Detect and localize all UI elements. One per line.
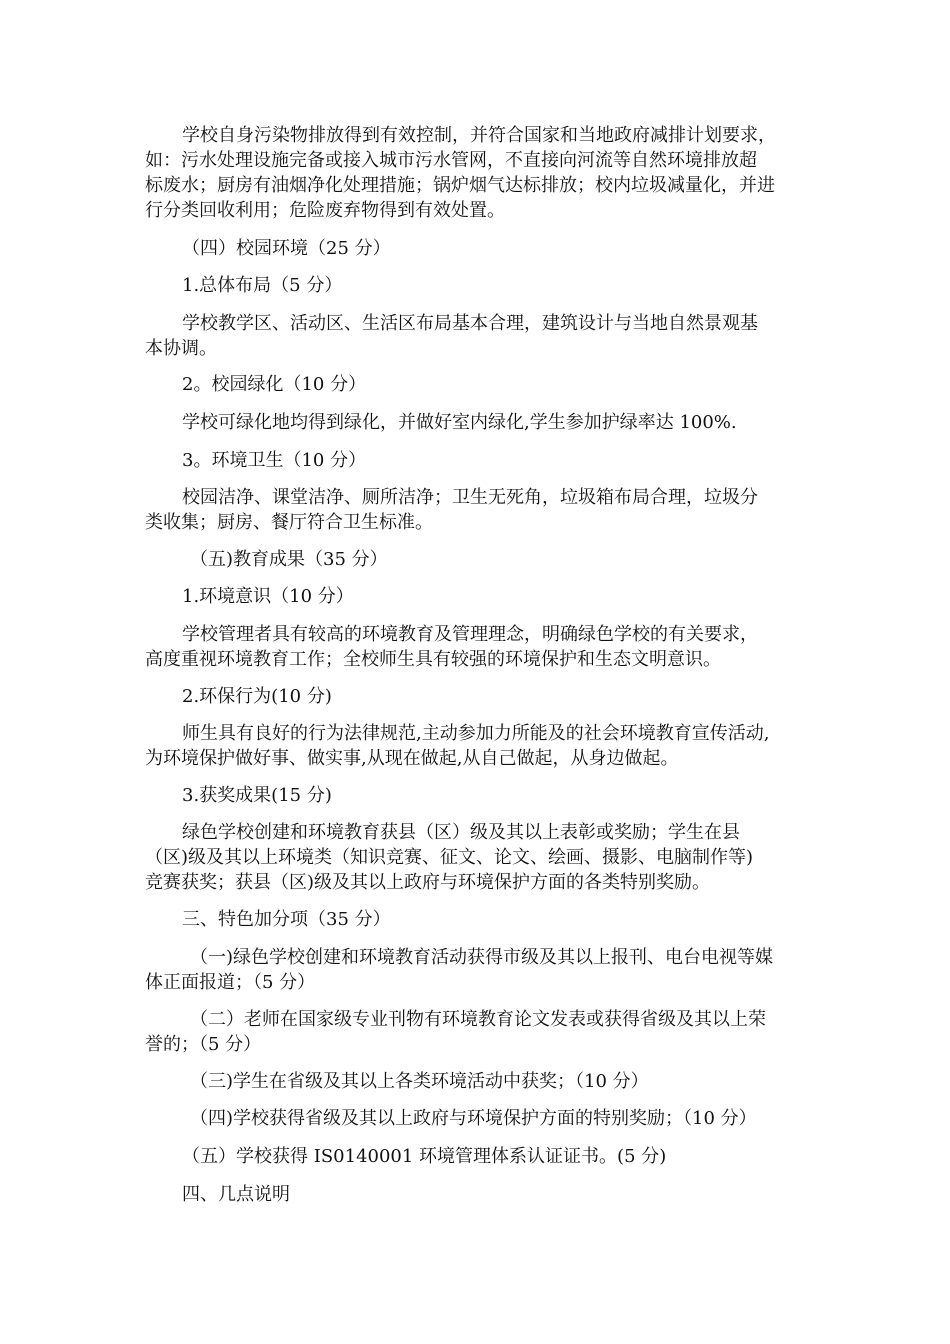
text-line: 体正面报道；（5 分） bbox=[145, 972, 316, 993]
subheading-environmental-hygiene bbox=[145, 448, 810, 473]
text-line: 学校自身污染物排放得到有效控制，并符合国家和当地政府减排计划要求， bbox=[182, 125, 776, 146]
paragraph-environmental-behavior bbox=[145, 721, 810, 771]
list-item-student-awards bbox=[145, 1069, 810, 1094]
subheading-overall-layout bbox=[145, 273, 810, 298]
list-item-iso-certificate bbox=[145, 1144, 810, 1169]
heading-line: （五)教育成果（35 分） bbox=[190, 549, 388, 570]
heading-line: 1.总体布局（5 分） bbox=[182, 275, 343, 296]
text-line: 绿色学校创建和环境教育获县（区）级及其以上表彰或奖励；学生在县 bbox=[182, 822, 740, 843]
text-line: 高度重视环境教育工作；全校师生具有较强的环境保护和生态文明意识。 bbox=[145, 649, 721, 670]
text-line: （二）老师在国家级专业刊物有环境教育论文发表或获得省级及其以上荣 bbox=[190, 1009, 766, 1030]
paragraph-campus-greening bbox=[145, 410, 810, 435]
text-line: （三)学生在省级及其以上各类环境活动中获奖；（10 分） bbox=[190, 1071, 649, 1092]
text-line: （五）学校获得 IS0140001 环境管理体系认证证书。(5 分) bbox=[182, 1146, 667, 1167]
text-line: 竞赛获奖；获县（区)级及其以上政府与环境保护方面的各类特别奖励。 bbox=[145, 872, 711, 893]
text-line: 如：污水处理设施完备或接入城市污水管网，不直接向河流等自然环境排放超 bbox=[145, 150, 757, 171]
text-line: 类收集；厨房、餐厅符合卫生标准。 bbox=[145, 512, 433, 533]
heading-line: 3.获奖成果(15 分) bbox=[182, 785, 332, 806]
text-line: 行分类回收利用；危险废弃物得到有效处置。 bbox=[145, 200, 505, 221]
heading-line: 四、几点说明 bbox=[182, 1184, 290, 1205]
subheading-environmental-awareness bbox=[145, 584, 810, 609]
text-line: 标废水；厨房有油烟净化处理措施；锅炉烟气达标排放；校内垃圾减量化，并进 bbox=[145, 175, 775, 196]
heading-line: 3。环境卫生（10 分） bbox=[182, 450, 367, 471]
section-heading-bonus-items bbox=[145, 907, 810, 932]
text-line: 学校可绿化地均得到绿化，并做好室内绿化,学生参加护绿率达 100%. bbox=[182, 412, 737, 433]
section-heading-education-results bbox=[145, 547, 810, 572]
text-line: 本协调。 bbox=[145, 338, 217, 359]
text-line: （四)学校获得省级及其以上政府与环境保护方面的特别奖励；（10 分） bbox=[190, 1108, 757, 1129]
text-line: （一)绿色学校创建和环境教育活动获得市级及其以上报刊、电台电视等媒 bbox=[190, 947, 774, 968]
text-line: 为环境保护做好事、做实事,从现在做起,从自己做起，从身边做起。 bbox=[145, 748, 679, 769]
subheading-campus-greening bbox=[145, 372, 810, 397]
paragraph-pollution-control bbox=[145, 123, 810, 223]
list-item-school-awards bbox=[145, 1106, 810, 1131]
heading-line: 2。校园绿化（10 分） bbox=[182, 374, 367, 395]
text-line: 学校教学区、活动区、生活区布局基本合理，建筑设计与当地自然景观基 bbox=[182, 313, 758, 334]
paragraph-environmental-hygiene bbox=[145, 485, 810, 535]
heading-line: （四）校园环境（25 分） bbox=[182, 238, 391, 259]
heading-line: 1.环境意识（10 分） bbox=[182, 586, 354, 607]
heading-line: 2.环保行为(10 分) bbox=[182, 686, 332, 707]
text-line: （区)级及其以上环境类（知识竞赛、征文、论文、绘画、摄影、电脑制作等) bbox=[145, 847, 754, 868]
section-heading-campus-environment bbox=[145, 236, 810, 261]
subheading-awards bbox=[145, 783, 810, 808]
paragraph-overall-layout bbox=[145, 311, 810, 361]
section-heading-notes bbox=[145, 1182, 810, 1207]
paragraph-environmental-awareness bbox=[145, 622, 810, 672]
text-line: 校园洁净、课堂洁净、厕所洁净；卫生无死角，垃圾箱布局合理，垃圾分 bbox=[182, 487, 758, 508]
heading-line: 三、特色加分项（35 分） bbox=[182, 909, 391, 930]
paragraph-awards bbox=[145, 820, 810, 895]
list-item-media-coverage bbox=[145, 945, 810, 995]
text-line: 学校管理者具有较高的环境教育及管理理念，明确绿色学校的有关要求， bbox=[182, 624, 758, 645]
list-item-teacher-papers bbox=[145, 1007, 810, 1057]
subheading-environmental-behavior bbox=[145, 684, 810, 709]
text-line: 誉的；（5 分） bbox=[145, 1034, 262, 1055]
text-line: 师生具有良好的行为法律规范,主动参加力所能及的社会环境教育宣传活动, bbox=[182, 723, 770, 744]
